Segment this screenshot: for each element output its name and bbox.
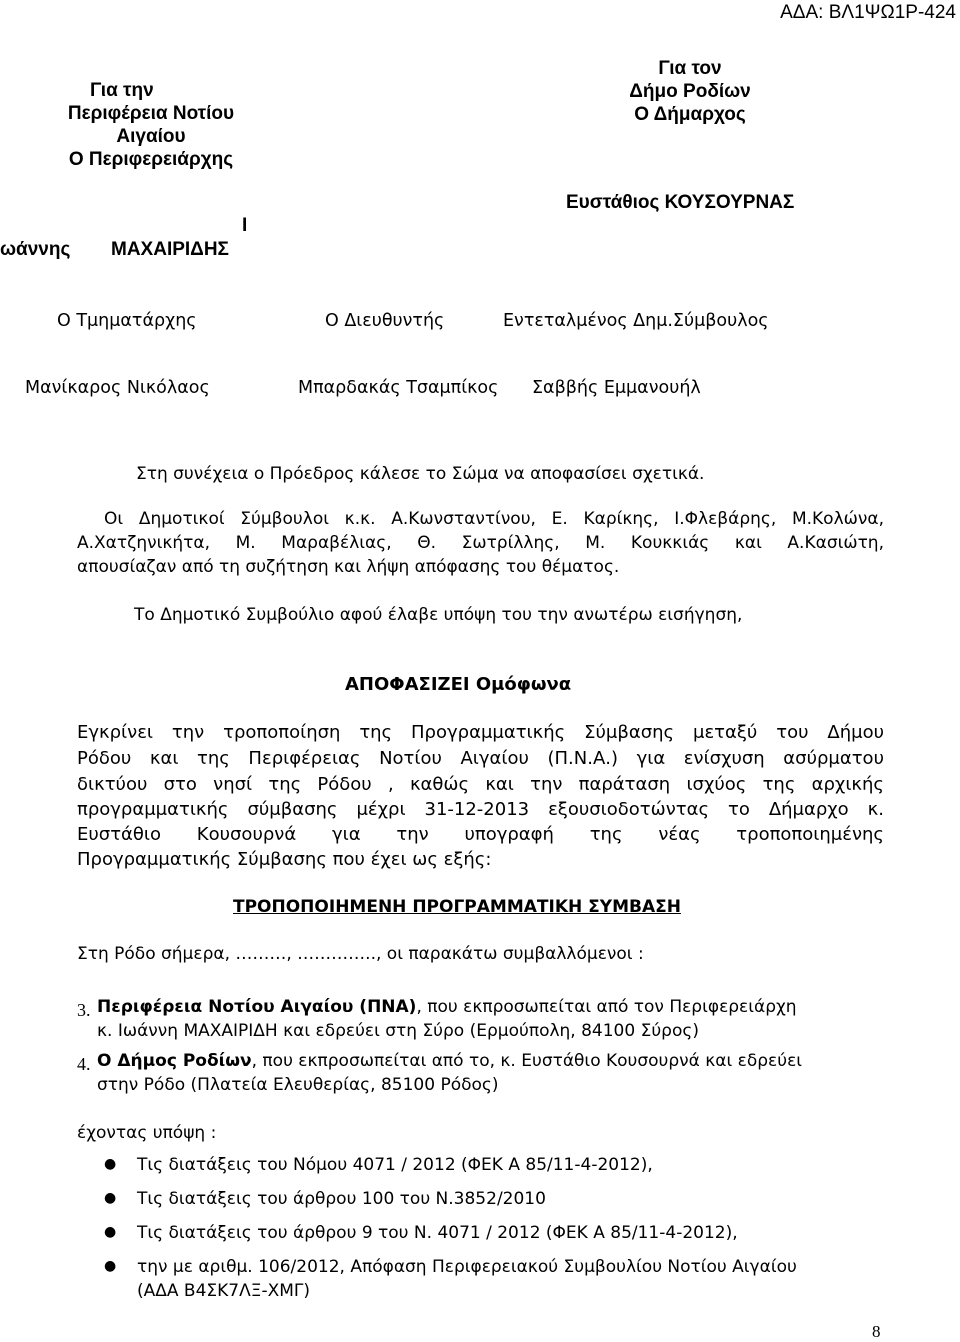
decision-heading: ΑΠΟΦΑΣΙΖΕΙ Ομόφωνα — [345, 674, 572, 695]
list-item: ● Τις διατάξεις του άρθρου 100 του Ν.3852/2010 — [137, 1189, 546, 1209]
approval-line-1: Εγκρίνει την τροποποίηση της Προγραμματικής Σύμβασης μεταξύ του Δήμου — [77, 722, 884, 743]
approval-line-5: Ευστάθιο Κουσουρνά για την υπογραφή της νέας τροποποιημένης — [77, 824, 884, 845]
sig-right-org: Δήμο Ροδίων — [629, 81, 751, 102]
party-2-rest2: στην Ρόδο (Πλατεία Ελευθερίας, 85100 Ρόδος) — [97, 1075, 499, 1095]
list-item: ● Τις διατάξεις του άρθρου 9 του Ν. 4071 / 2012 (ΦΕΚ Α 85/11-4-2012), — [137, 1223, 738, 1243]
minutes-absent-line2: Α.Χατζηνικήτα, Μ. Μαραβέλιας, Θ. Σωτρίλλης, Μ. Κουκκιάς και Α.Κασιώτη, — [77, 533, 884, 553]
party-2-rest1: , που εκπροσωπείται από το, κ. Ευστάθιο Κουσουρνά και εδρεύει — [251, 1051, 803, 1071]
party-1-rest2: κ. Ιωάννη ΜΑΧΑΙΡΙΔΗ και εδρεύει στη Σύρο (Ερμούπολη, 84100 Σύρος) — [97, 1021, 699, 1041]
staff-role-1: Ο Τμηματάρχης — [57, 311, 197, 331]
sig-left-for: Για την — [90, 80, 154, 101]
party-2-line1 — [97, 1051, 802, 1071]
party-1-name: Περιφέρεια Νοτίου Αιγαίου (ΠΝΑ) — [97, 997, 417, 1017]
party-2-name: Ο Δήμος Ροδίων — [97, 1051, 252, 1071]
date-line: Στη Ρόδο σήμερα, ………, ………….., οι παρακάτω συμβαλλόμενοι : — [77, 944, 644, 964]
sig-left-org-line2: Αιγαίου — [116, 126, 186, 147]
page-number: 8 — [872, 1322, 881, 1341]
list-item: ● Τις διατάξεις του Νόμου 4071 / 2012 (ΦΕΚ Α 85/11-4-2012), — [137, 1155, 653, 1175]
staff-role-2: Ο Διευθυντής — [325, 311, 445, 331]
minutes-absent-line3: απουσίαζαν από τη συζήτηση και λήψη απόφασης του θέματος. — [77, 557, 620, 577]
sig-left-title: Ο Περιφερειάρχης — [68, 149, 234, 170]
approval-line-4: προγραμματικής σύμβασης μέχρι 31-12-2013 εξουσιοδοτώντας το Δήμαρχο κ. — [77, 799, 884, 820]
sig-left-name-frag2: ωάννης — [0, 239, 71, 260]
list-item-continuation: (ΑΔΑ Β4ΣΚ7ΛΞ-ΧΜΓ) — [137, 1281, 311, 1301]
staff-role-3: Εντεταλμένος Δημ.Σύμβουλος — [503, 311, 769, 331]
council-statement: Το Δημοτικό Συμβούλιο αφού έλαβε υπόψη του την ανωτέρω εισήγηση, — [134, 605, 743, 625]
party-1-line1 — [97, 997, 797, 1017]
ada-code: ΑΔΑ: ΒΛ1ΨΩ1Ρ-424 — [780, 2, 956, 23]
party-1-number: 3. — [77, 1000, 91, 1020]
approval-line-6: Προγραμματικής Σύμβασης που έχει ως εξής: — [77, 849, 492, 870]
sig-right-for: Για τον — [658, 58, 722, 79]
sig-right-name: Ευστάθιος ΚΟΥΣΟΥΡΝΑΣ — [566, 192, 795, 213]
staff-name-3: Σαββής Εμμανουήλ — [532, 378, 701, 398]
list-item: ● την με αριθμ. 106/2012, Απόφαση Περιφερειακού Συμβουλίου Νοτίου Αιγαίου — [137, 1257, 797, 1277]
sig-left-org-line1: Περιφέρεια Νοτίου — [67, 103, 235, 124]
considering-label: έχοντας υπόψη : — [77, 1123, 217, 1143]
party-1-rest1: , που εκπροσωπείται από τον Περιφερειάρχη — [416, 997, 797, 1017]
minutes-intro: Στη συνέχεια ο Πρόεδρος κάλεσε το Σώμα να αποφασίσει σχετικά. — [136, 464, 705, 484]
staff-name-1: Μανίκαρος Νικόλαος — [25, 378, 210, 398]
staff-name-2: Μπαρδακάς Τσαμπίκος — [298, 378, 499, 398]
sig-right-title: Ο Δήμαρχος — [634, 104, 746, 125]
sig-left-surname: ΜΑΧΑΙΡΙΔΗΣ — [111, 239, 229, 260]
sig-left-name-frag1: Ι — [242, 215, 248, 236]
party-2-number: 4. — [77, 1054, 91, 1074]
contract-title: ΤΡΟΠΟΠΟΙΗΜΕΝΗ ΠΡΟΓΡΑΜΜΑΤΙΚΗ ΣΥΜΒΑΣΗ — [233, 897, 681, 917]
approval-line-2: Ρόδου και της Περιφέρειας Νοτίου Αιγαίου (Π.Ν.Α.) για ενίσχυση ασύρματου — [77, 748, 884, 769]
minutes-absent-line1: Οι Δημοτικοί Σύμβουλοι κ.κ. Α.Κωνσταντίνου, Ε. Καρίκης, Ι.Φλεβάρης, Μ.Κολώνα, — [104, 509, 884, 529]
approval-line-3: δικτύου στο νησί της Ρόδου , καθώς και την παράταση ισχύος της αρχικής — [77, 774, 884, 795]
